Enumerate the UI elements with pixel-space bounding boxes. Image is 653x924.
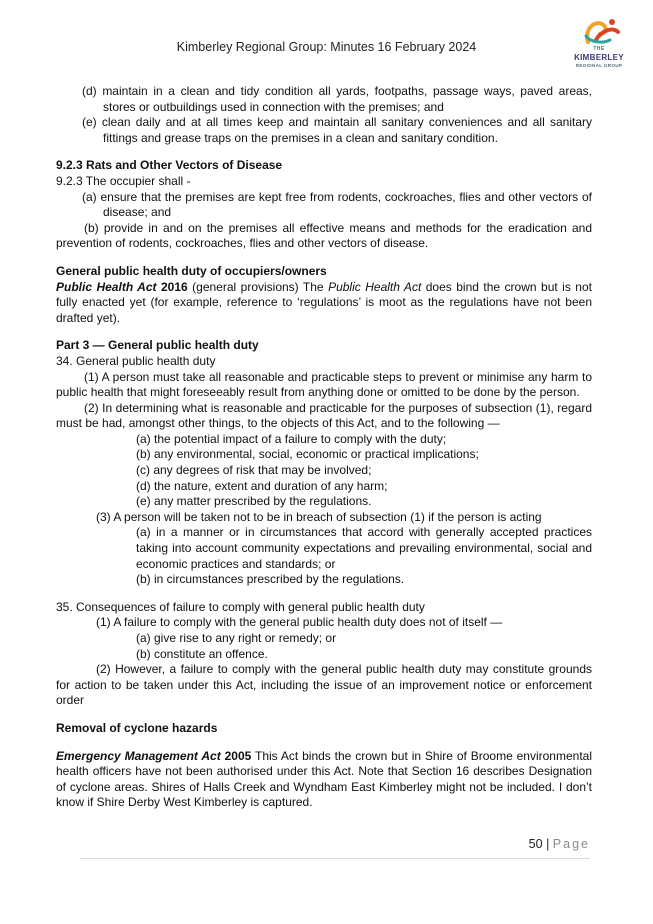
header-title: Kimberley Regional Group: Minutes 16 February 2024 [176,40,477,54]
section-heading-general-duty: General public health duty of occupiers/owners [56,263,327,278]
clause-b-eradication: (b) provide in and on the premises all effective means and methods for the eradication and prevention of rodents, cockroaches, flies and other vectors of disease. [56,220,592,251]
section-heading-cyclone: Removal of cyclone hazards [56,720,218,735]
kimberley-logo [566,12,632,74]
page-number: 50 | Page [528,837,590,851]
emergency-management-paragraph: Emergency Management Act 2005 This Act binds the crown but in Shire of Broome environmental health officers have not been authorised under this Act. Note that Section 16 describes Designation of cyclone areas. Shires of Halls Creek and Wyndham East Kimberley might not be included. I don’t know if Shire Derby West Kimberley is captured. [56,748,592,810]
list-item: (b) any environmental, social, economic or practical implications; [136,447,479,462]
list-item: (b) in circumstances prescribed by the regulations. [136,572,405,587]
act-name: Public Health Act [56,279,157,294]
list-item: (e) any matter prescribed by the regulations. [136,494,372,509]
clause-e: (e) clean daily and at all times keep and maintain all sanitary conveniences and all sanitary fittings and grease traps on the premises in a clean and sanitary condition. [82,115,592,145]
subsection-34-2: (2) In determining what is reasonable and practicable for the purposes of subsection (1), regard must be had, amongst other things, to the objects of this Act, and to the following — [56,400,592,431]
list-item: (a) give rise to any right or remedy; or [136,631,337,645]
page-number-value: 50 [528,837,543,851]
list-item: (d) the nature, extent and duration of any harm; [136,478,388,493]
logo-line-3: REGIONAL GROUP [575,63,623,68]
footer-divider [80,858,590,859]
list-item: (a) the potential impact of a failure to comply with the duty; [136,431,447,446]
act-year: 2016 [160,279,188,294]
clause-d: (d) maintain in a clean and tidy condition all yards, footpaths, passage ways, paved areas, stores or outbuildings used in connection with the premises; and [82,84,592,114]
clause-a-rodents: (a) ensure that the premises are kept free from rodents, cockroaches, flies and other vectors of disease; and [82,189,592,220]
logo-line-1: THE [593,46,605,52]
minutes-body [56,84,592,811]
logo-swirl-icon [566,12,632,48]
occupier-shall: 9.2.3 The occupier shall - [56,173,191,188]
emergency-act-name: Emergency Management Act [56,748,221,763]
list-item: (c) any degrees of risk that may be involved; [136,463,372,478]
subsection-34-1: (1) A person must take all reasonable and practicable steps to prevent or minimise any harm to public health that might foreseeably result from anything done or omitted to be done by the person. [56,369,592,400]
act-name-italic: Public Health Act [328,279,422,294]
part-3-heading: Part 3 — General public health duty [56,338,259,353]
subsection-35-1: (1) A failure to comply with the general public health duty does not of itself — [96,615,503,630]
list-item: (b) constitute an offence. [136,646,268,661]
subsection-35-2: (2) However, a failure to comply with the general public health duty may constitute grounds for action to be taken under this Act, including the issue of an improvement notice or enforcement order [56,662,592,708]
public-health-act-paragraph: Public Health Act 2016 (general provisions) The Public Health Act does bind the crown but is not fully enacted yet (for example, reference to ‘regulations’ is moot as the regulations have not been drafted yet). [56,279,592,325]
section-35-title: 35. Consequences of failure to comply with general public health duty [56,599,425,614]
page-word: Page [552,837,590,851]
subsection-34-3: (3) A person will be taken not to be in breach of subsection (1) if the person is acting [96,509,542,524]
section-34-title: 34. General public health duty [56,353,216,368]
emergency-act-year: 2005 [224,748,252,763]
list-item: (a) in a manner or in circumstances that accord with generally accepted practices taking into account community expectations and prevailing environmental, social and economic practices and standards; or [136,525,592,571]
section-heading-rats: 9.2.3 Rats and Other Vectors of Disease [56,158,283,173]
logo-line-2: KIMBERLEY [574,53,624,62]
